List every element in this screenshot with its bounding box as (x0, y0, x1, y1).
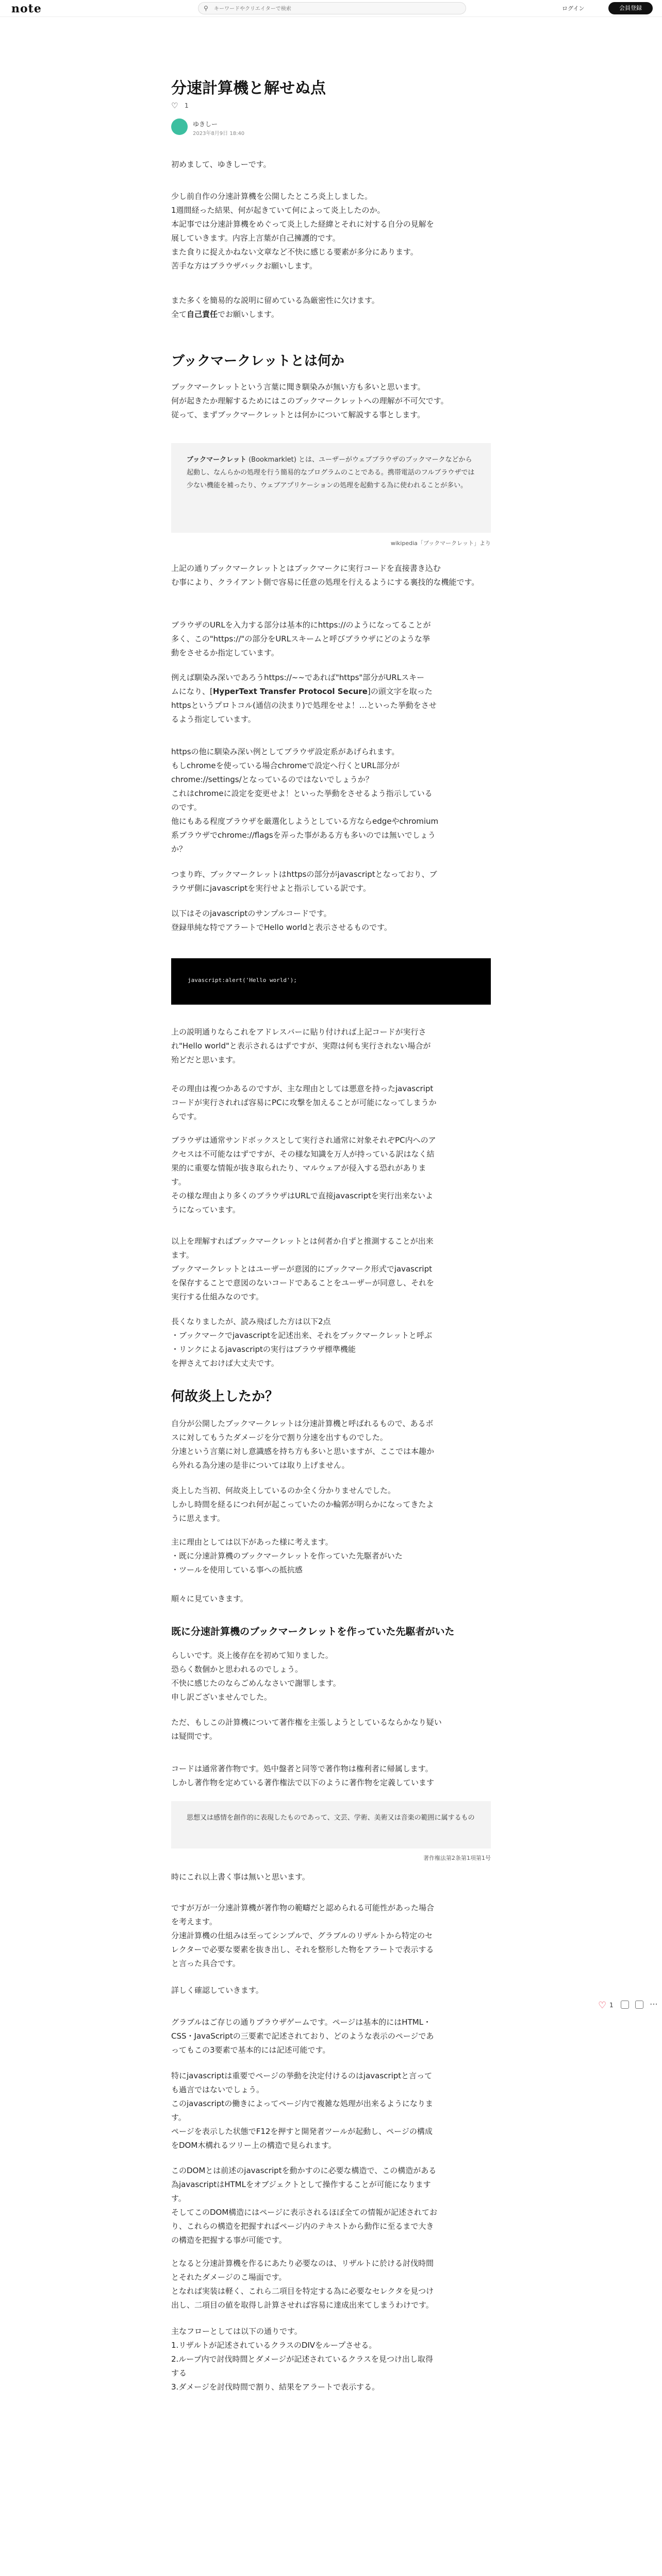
text-line: 上の説明通りならこれをアドレスバーに貼り付ければ上記コードが実行さ (171, 1027, 426, 1037)
text-line: 分速計算機の仕組みは至ってシンプルで、グラブルのリザルトから特定のセ (171, 1931, 433, 1940)
text-line: 多く、この"https://"の部分をURLスキームと呼びブラウザにどのような挙 (171, 634, 431, 643)
text-line: となれば実装は軽く、これら二項目を特定する為に必要なセレクタを見つけ (171, 2286, 434, 2296)
text-line: 動をさせるか指定しています。 (171, 648, 279, 657)
text-line: コードが実行されれば容易にPCに攻撃を加えることが可能になってしまうか (171, 1098, 437, 1107)
code-text: javascript:alert('Hello world'); (188, 977, 297, 984)
text-line: クセスは不可能なはずですが、その様な知識を万人が持っている訳はなく結 (171, 1149, 435, 1159)
text-line: 本記事では分速計算機をめぐって炎上した経緯とそれに対する自分の見解を (171, 219, 434, 229)
paragraph (171, 1234, 491, 1304)
text-line: CSS・JavaScriptの三要素で記述されており、どのような表示のページであ (171, 2031, 434, 2041)
text-line: 為javascriptはHTMLをオブジェクトとして操作することが可能になります (171, 2180, 431, 2189)
text-line: のです。 (171, 803, 202, 812)
text-line: うになっています。 (171, 1205, 240, 1214)
paragraph (171, 2257, 491, 2312)
text-line: 全て自己責任でお願いします。 (171, 310, 279, 319)
text-line: chrome://settings/となっているのではないでしょうか？ (171, 775, 373, 784)
quote-citation: wikipedia「ブックマークレット」より (390, 540, 491, 547)
quote-text: (Bookmarklet) とは、ユーザーがウェブブラウザのブックマークなどから起動し、なんらかの処理を行う簡易的なプログラムのことである。携帯電話のフルブラウザでは少ない機能を補ったり、ウェブアプリケーションの処理を起動する為に使われることが多い。 (187, 456, 475, 489)
text-line: を押さえておけば大丈夫です。 (171, 1359, 279, 1368)
section-heading: ブックマークレットとは何か (171, 353, 344, 369)
text-line: ですが万が一分速計算機が著作物の範疇だと認められる可能性があった場合 (171, 1903, 434, 1912)
note-logo[interactable]: note (11, 2, 42, 15)
text-line: 長くなりましたが、読み飛ばした方は以下2点 (171, 1317, 331, 1326)
text-line: をDOM木構れるツリー上の構造で見られます。 (171, 2141, 336, 2150)
text-line: 2.ループ内で討伐時間とダメージが記述されているクラスを見つけ出し取得 (171, 2354, 433, 2364)
paragraph (171, 1535, 491, 1577)
search-input[interactable] (213, 4, 457, 13)
paragraph (171, 1025, 491, 1067)
text-line: も過言ではないでしょう。 (171, 2085, 264, 2094)
text-line: つまり昨、ブックマークレットはhttpsの部分がjavascriptとなっており、ブ (171, 870, 437, 879)
text-line: ラウザ側にjavascriptを実行せよと指示している訳です。 (171, 884, 371, 893)
text-line: 時にこれ以上書く事は無いと思います。 (171, 1872, 310, 1882)
text-line: と言った具合です。 (171, 1959, 240, 1968)
subsection-heading: 既に分速計算機のブックマークレットを作っていた先駆者がいた (171, 1626, 455, 1637)
text-line: の構造を把握する事が可能です。 (171, 2235, 287, 2245)
search-icon: ⚲ (204, 5, 208, 12)
quote-citation: 著作権法第2条第1項第1号 (423, 1855, 491, 1861)
text-line: その理由は複つかあるのですが、主な理由としては悪意を持ったjavascript (171, 1084, 434, 1093)
paragraph (171, 671, 491, 726)
text-line: らしいです。炎上後存在を初めて知りました。 (171, 1651, 333, 1660)
paragraph (171, 1984, 491, 1997)
text-line: また多くを簡易的な説明に留めている為厳密性に欠けます。 (171, 296, 379, 305)
text-line: か？ (171, 844, 187, 854)
text-line: する (171, 2368, 187, 2378)
text-line: ってもこの3要素で基本的には記述可能です。 (171, 2045, 330, 2055)
like-count: 1 (185, 102, 189, 109)
text-line: 詳しく確認していきます。 (171, 1986, 263, 1995)
paragraph (171, 907, 491, 935)
text-line: 上記の通りブックマークレットとはブックマークに実行コードを直接書き込む (171, 564, 441, 573)
paragraph (171, 2164, 491, 2247)
text-line: 1週間経った結果、何が起きていて何によって炎上したのか。 (171, 206, 385, 215)
paragraph (171, 158, 491, 172)
publish-date: 2023年8月9日 18:40 (193, 131, 245, 137)
login-link[interactable]: ログイン (562, 5, 585, 12)
text-line: 不快に感じたのならごめんなさいで謝罪します。 (171, 1679, 341, 1688)
text-line: は疑問です。 (171, 1732, 217, 1741)
paragraph (171, 294, 491, 321)
text-line: 申し訳ございませんでした。 (171, 1692, 272, 1702)
text-line: ら外れる為分速の是非については取り上げません。 (171, 1461, 350, 1470)
text-line: ・リンクによるjavascriptの実行はブラウザ標準機能 (171, 1345, 356, 1354)
text-line: 1.リザルトが記述されているクラスのDIVをループさせる。 (171, 2341, 377, 2350)
text-line: ブラウザのURLを入力する部分は基本的にhttps://のようになってることが (171, 620, 431, 630)
quote-term: ブックマークレット (187, 456, 246, 464)
text-line: 自分が公開したブックマークレットは分速計算機と呼ばれるもので、あるボ (171, 1419, 434, 1428)
text-line: となると分速計算機を作るにあたり必要なのは、リザルトに於ける討伐時間 (171, 2259, 434, 2268)
text-line: す。 (171, 1177, 186, 1187)
text-line: ページを表示した状態でF12を押すと開発者ツールが起動し、ページの構成 (171, 2127, 433, 2136)
text-line: 主に理由としては以下があった様に考えます。 (171, 1537, 333, 1547)
section-heading: 何故炎上したか？ (171, 1389, 279, 1404)
text-line: 順々に見ていきます。 (171, 1594, 248, 1603)
paragraph (171, 1484, 491, 1526)
paragraph (171, 1762, 491, 1790)
heart-icon[interactable]: ♡ (171, 101, 178, 110)
text-line: を考えます。 (171, 1917, 217, 1926)
paragraph (171, 380, 491, 422)
paragraph (171, 1901, 491, 1971)
text-line: その様な理由より多くのブラウザはURLで直接javascriptを実行出来ないよ (171, 1191, 433, 1200)
text-line: を保存することで意図のないコードであることをユーザーが同意し、それを (171, 1278, 435, 1287)
text-line: 分速という言葉に対し意識感を持ち方も多いと思いますが、ここでは本趣か (171, 1447, 435, 1456)
paragraph (171, 1082, 491, 1124)
text-line: 主なフローとしては以下の通りです。 (171, 2327, 302, 2336)
paragraph (171, 1649, 491, 1704)
text-line: 登録単純な特でアラートでHello worldと表示させるものです。 (171, 923, 392, 932)
text-line: ・既に分速計算機のブックマークレットを作っていた先駆者がいた (171, 1551, 403, 1561)
paragraph (171, 1870, 491, 1884)
text-line: 他にもある程度ブラウザを厳選化しようとしている方ならedgeやchromium (171, 817, 439, 826)
text-line: しかし著作物を定めている著作権法で以下のように著作物を定義しています (171, 1778, 435, 1787)
blockquote (171, 443, 491, 533)
text-line: ブックマークレットとはユーザーが意図的にブックマーク形式でjavascript (171, 1264, 432, 1274)
text-line: ただ、もしこの計算機について著作権を主張しようとしているならかなり疑い (171, 1718, 442, 1727)
text-line: もしchromeを使っている場合chromeで設定へ行くとURL部分が (171, 761, 400, 770)
text-line: 以下はそのjavascriptのサンプルコードです。 (171, 909, 332, 918)
text-line: ・ツールを使用している事への抵抗感 (171, 1565, 303, 1574)
signup-button[interactable]: 会員登録 (608, 2, 653, 14)
text-line: コードは通常著作物です。処中盤者と同等で著作物は権利者に帰属します。 (171, 1764, 433, 1773)
text-line: このjavascriptの働きによってページ内で複雑な処理が出来るようになりま (171, 2099, 433, 2108)
text-line: このDOMとは前述のjavascriptを動かすのに必要な構造で、この構造がある (171, 2166, 437, 2175)
more-icon[interactable]: ⋯ (650, 1999, 658, 2009)
text-line: 少し前自作の分速計算機を公開したところ炎上しました。 (171, 192, 373, 201)
paragraph (171, 2069, 491, 2153)
paragraph (171, 1716, 491, 1743)
share-icon[interactable] (635, 2001, 643, 2009)
text-line: 恐らく数個かと思われるのでしょう。 (171, 1665, 303, 1674)
text-line: れ"Hello world"と表示されるはずですが、実際は何も実行されない場合が (171, 1041, 431, 1050)
paragraph (171, 868, 491, 895)
text-line: す。 (171, 2113, 186, 2122)
text-line: うに思えます。 (171, 1514, 225, 1523)
text-line: ・ブックマークでjavascriptを記述出来、それをブックマークレットと呼ぶ (171, 1331, 432, 1340)
text-line: httpsの他に馴染み深い例としてブラウザ設定系があげられます。 (171, 747, 400, 756)
paragraph (171, 1417, 491, 1472)
text-line: り、これらの構造を把握すればページ内のテキストから動作に至るまで大き (171, 2222, 434, 2231)
text-line: 炎上した当初、何故炎上しているのか全く分かりませんでした。 (171, 1486, 396, 1495)
text-line: 3.ダメージを討伐時間で割り、結果をアラートで表示する。 (171, 2382, 380, 2392)
text-line: そしてこのDOM構造にはページに表示されるほぼ全ての情報が記述されてお (171, 2208, 438, 2217)
text-line: む事により、クライアント側で容易に任意の処理を行えるようにする裏技的な機能です。 (171, 578, 479, 587)
text-line: httpsというプロトコル(通信の決まり)で処理をせよ！…といった挙動をさせ (171, 701, 437, 710)
text-line: 果的に重要な情報が抜き取られたり、マルウェアが侵入する恐れがありま (171, 1163, 426, 1173)
author-name[interactable]: ゆきしー (193, 121, 218, 128)
text-line: とそれたダメージのこ場面です。 (171, 2273, 287, 2282)
quote-text: 思想又は感情を創作的に表現したものであって、文芸、学術、美術又は音楽の範囲に属するもの (187, 1814, 475, 1822)
paragraph (171, 745, 491, 856)
avatar[interactable] (171, 118, 188, 135)
text-line: す。 (171, 2194, 186, 2203)
text-line: 系ブラウザでchrome://flagsを弄った事がある方も多いのでは無いでしょう (171, 831, 436, 840)
paragraph (171, 1133, 491, 1217)
text-line: 出し、二項目の値を取得し計算させれば容易に達成出来てしまうわけです。 (171, 2300, 434, 2310)
text-line: ムになり、[HyperText Transfer Protocol Secure]の頭文字を取った (171, 687, 433, 696)
blockquote (171, 1801, 491, 1849)
paragraph (171, 1315, 491, 1370)
text-line: ブックマークレットという言葉に聞き馴染みが無い方も多いと思います。 (171, 382, 425, 392)
like-count: 1 (609, 2002, 614, 2009)
text-line: レクターで必要な要素を抜き出し、それを整形した物をアラートで表示する (171, 1945, 434, 1954)
article-title: 分速計算機と解せぬ点 (171, 79, 326, 97)
text-line: これはchromeに設定を変更せよ！といった挙動をさせるよう指示している (171, 789, 433, 798)
text-line: 何が起きたか理解するためにはこのブックマークレットへの理解が不可欠です。 (171, 396, 449, 405)
text-line: ブラウザは通常サンドボックスとして実行され通常に対象それぞPC内へのア (171, 1136, 436, 1145)
text-line: 特にjavascriptは重要でページの挙動を決定付けるのはjavascriptと言って (171, 2071, 433, 2080)
site-header (0, 0, 662, 17)
paragraph (171, 618, 491, 660)
search-box[interactable] (198, 2, 466, 14)
text-line: 初めまして、ゆきしーです。 (171, 160, 271, 169)
paragraph (171, 190, 491, 273)
text-line: 殆どだと思います。 (171, 1055, 240, 1064)
text-line: 展していきます。内容上言葉が自己擁護的です。 (171, 233, 340, 243)
text-line: グラブルはご存じの通りブラウザゲームです。ページは基本的にはHTML・ (171, 2018, 432, 2027)
text-line: スに対してもうたダメージを分で割り分速を出すものでした。 (171, 1433, 388, 1442)
text-line: 例えば馴染み深いであろうhttps://~~であれば"https"部分がURLスキー (171, 673, 425, 682)
heart-icon[interactable]: ♡ (598, 2000, 607, 2011)
text-line: らです。 (171, 1112, 202, 1121)
code-block (171, 958, 491, 1005)
text-line: 以上を理解すればブックマークレットとは何者か自ずと推測することが出来 (171, 1236, 434, 1246)
paragraph (171, 1592, 491, 1606)
paragraph (171, 2015, 491, 2057)
paragraph (171, 2325, 491, 2394)
paragraph (171, 562, 491, 589)
text-line: るよう指定しています。 (171, 715, 256, 724)
bookmark-icon[interactable] (621, 2001, 629, 2009)
text-line: しかし時間を経るにつれ何が起こっていたのか輪郭が明らかになってきたよ (171, 1500, 434, 1509)
text-line: また食りに捉えかねない文章など不快に感じる要素が多分にあります。 (171, 247, 418, 257)
text-line: ます。 (171, 1250, 194, 1260)
text-line: 苦手な方はブラウザバックお願いします。 (171, 261, 317, 270)
text-line: 従って、まずブックマークレットとは何かについて解説する事とします。 (171, 410, 425, 419)
text-line: 実行する仕組みなのです。 (171, 1292, 263, 1301)
